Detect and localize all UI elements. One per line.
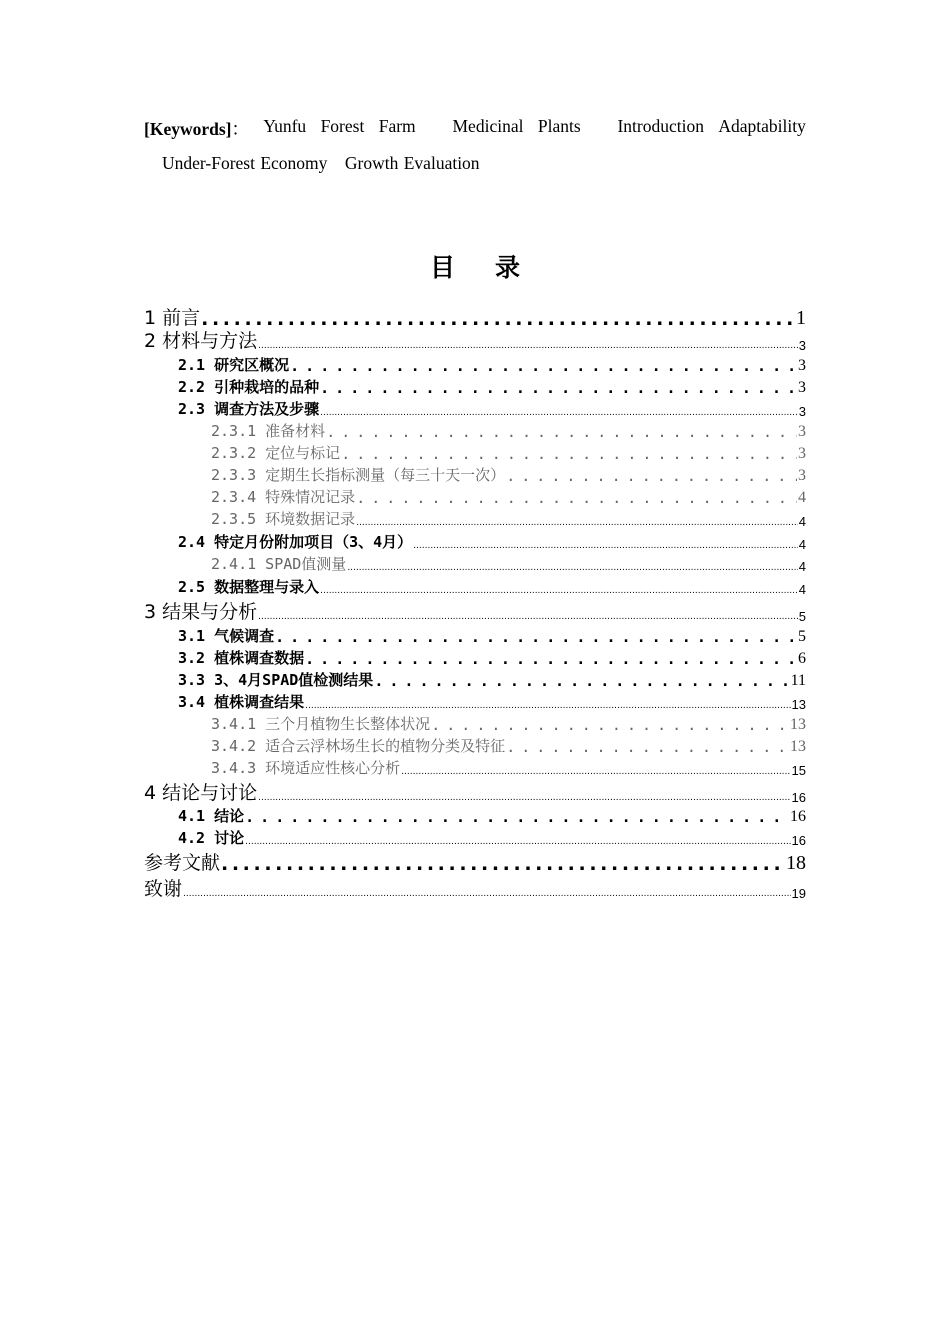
toc-entry[interactable] — [178, 530, 806, 552]
toc-entry-text: 2.3.2 定位与标记 — [211, 444, 341, 462]
toc-entry[interactable] — [178, 624, 806, 646]
toc-entry-text: 参考文献 — [144, 852, 221, 874]
toc-entry-page: 3 — [798, 467, 806, 484]
toc-entry-page: 13 — [791, 697, 806, 712]
toc-entry[interactable] — [211, 507, 806, 529]
toc-leader — [258, 783, 790, 805]
toc-entry-text: 2.3 调查方法及步骤 — [178, 400, 320, 418]
toc-leader — [341, 445, 797, 463]
toc-entry-text: 3.4.1 三个月植物生长整体状况 — [211, 715, 431, 733]
toc-entry-text: 2.3.4 特殊情况记录 — [211, 488, 356, 506]
toc-leader — [320, 379, 797, 397]
toc-entry[interactable] — [211, 734, 806, 756]
toc-entry-page: 16 — [790, 808, 806, 825]
keyword-word: Yunfu — [263, 116, 307, 136]
toc-leader — [401, 760, 790, 778]
toc-entry[interactable] — [211, 485, 806, 507]
toc-entry[interactable] — [211, 441, 806, 463]
toc-leader — [356, 489, 797, 507]
keywords-colon: ： — [231, 119, 249, 139]
toc-leader — [221, 853, 785, 875]
toc-title: 目录 — [429, 253, 560, 282]
toc-entry-page: 3 — [798, 404, 806, 419]
toc-leader — [258, 331, 798, 353]
toc-entry-page: 3 — [798, 445, 806, 462]
keyword-spacer — [595, 116, 603, 141]
toc-entry-page: 4 — [798, 582, 806, 597]
toc-entry-page: 3 — [798, 423, 806, 440]
toc-entry[interactable] — [211, 712, 806, 734]
toc-entry-text: 致谢 — [144, 878, 183, 900]
toc-entry-text: 3.4.2 适合云浮林场生长的植物分类及特征 — [211, 737, 506, 755]
toc-entry-page: 15 — [791, 763, 806, 778]
keyword-spacer — [430, 116, 438, 141]
keyword-word: Adaptability — [718, 116, 806, 136]
toc-entry-text: 4 结论与讨论 — [144, 782, 258, 804]
toc-entry[interactable] — [178, 826, 806, 848]
toc-leader — [320, 401, 798, 419]
toc-leader — [431, 716, 789, 734]
toc-entry-page: 18 — [786, 852, 806, 874]
toc-entry-text: 3.2 植株调查数据 — [178, 649, 305, 667]
toc-leader — [413, 534, 798, 552]
toc-entry-text: 3 结果与分析 — [144, 601, 258, 623]
toc-entry-text: 2.1 研究区概况 — [178, 356, 290, 374]
toc-entry-page: 6 — [798, 650, 806, 667]
toc-entry-page: 3 — [798, 379, 806, 396]
toc-leader — [275, 628, 797, 646]
toc-entry-text: 3.3 3、4月SPAD值检测结果 — [178, 671, 374, 689]
toc-leader — [183, 879, 791, 901]
toc-leader — [258, 602, 798, 624]
keyword-word: Forest — [320, 116, 365, 136]
toc-entry-text: 2.5 数据整理与录入 — [178, 578, 320, 596]
toc-entry-text: 3.4 植株调查结果 — [178, 693, 305, 711]
toc-leader — [506, 467, 797, 485]
toc-entry[interactable] — [178, 575, 806, 597]
toc-entry-page: 5 — [798, 628, 806, 645]
toc-entry[interactable] — [178, 668, 806, 690]
toc-entry-text: 2.2 引种栽培的品种 — [178, 378, 320, 396]
toc-leader — [506, 738, 789, 756]
toc-entry-text: 2 材料与方法 — [144, 330, 258, 352]
toc-entry[interactable] — [178, 646, 806, 668]
toc-entry-page: 16 — [791, 833, 806, 848]
toc-leader — [305, 650, 797, 668]
toc-leader — [320, 579, 798, 597]
toc-entry-text: 2.3.1 准备材料 — [211, 422, 326, 440]
toc-entry-page: 13 — [790, 738, 806, 755]
toc-entry[interactable] — [211, 552, 806, 574]
keywords-line-1 — [144, 116, 806, 141]
toc-entry[interactable] — [144, 598, 806, 624]
toc-entry-text: 2.3.3 定期生长指标测量（每三十天一次） — [211, 466, 506, 484]
toc-entry-text: 4.2 讨论 — [178, 829, 245, 847]
toc-leader — [245, 808, 789, 826]
toc-leader — [245, 830, 790, 848]
toc-entry[interactable] — [178, 690, 806, 712]
toc-leader — [305, 694, 790, 712]
toc-entry[interactable] — [178, 397, 806, 419]
toc-entry[interactable] — [144, 779, 806, 805]
toc-entry[interactable] — [178, 804, 806, 826]
keyword-word: Medicinal — [452, 116, 524, 136]
keywords-line-2: Under-Forest Economy Growth Evaluation — [162, 153, 480, 173]
toc-entry[interactable] — [211, 463, 806, 485]
keywords-label-group — [144, 116, 249, 141]
toc-leader — [347, 556, 797, 574]
toc-entry-page: 4 — [798, 514, 806, 529]
toc-entry-page: 4 — [798, 559, 806, 574]
toc-entry-text: 1 前言 — [144, 307, 201, 329]
toc-entry-page: 16 — [791, 790, 806, 805]
toc-entry-page: 3 — [798, 357, 806, 374]
toc-entry-page: 13 — [790, 716, 806, 733]
toc-entry-page: 3 — [798, 338, 806, 353]
toc-entry-text: 3.1 气候调查 — [178, 627, 275, 645]
toc-entry[interactable] — [144, 849, 806, 875]
toc-leader — [326, 423, 797, 441]
toc-entry[interactable] — [178, 375, 806, 397]
toc-entry-page: 5 — [798, 609, 806, 624]
toc-leader — [290, 357, 797, 375]
toc-entry-text: 2.4 特定月份附加项目（3、4月） — [178, 533, 413, 551]
keyword-word: Plants — [537, 116, 581, 136]
toc-entry-page: 19 — [791, 886, 806, 901]
toc-entry-text: 3.4.3 环境适应性核心分析 — [211, 759, 401, 777]
toc-entry[interactable] — [211, 419, 806, 441]
toc-entry[interactable] — [144, 327, 806, 353]
toc-entry-text: 2.4.1 SPAD值测量 — [211, 555, 347, 573]
toc-entry-text: 2.3.5 环境数据记录 — [211, 510, 356, 528]
keywords-label: [Keywords] — [144, 119, 232, 139]
keyword-word: Introduction — [617, 116, 704, 136]
toc-entry-page: 4 — [798, 537, 806, 552]
toc-entry-text: 4.1 结论 — [178, 807, 245, 825]
toc-entry[interactable] — [178, 353, 806, 375]
toc-leader — [356, 511, 798, 529]
toc-entry-page: 1 — [796, 307, 806, 329]
toc-entry-page: 4 — [798, 489, 806, 506]
toc-entry[interactable] — [211, 756, 806, 778]
toc-leader — [374, 672, 789, 690]
toc-entry[interactable] — [144, 875, 806, 901]
keyword-word: Farm — [378, 116, 416, 136]
toc-entry-page: 11 — [790, 672, 806, 689]
